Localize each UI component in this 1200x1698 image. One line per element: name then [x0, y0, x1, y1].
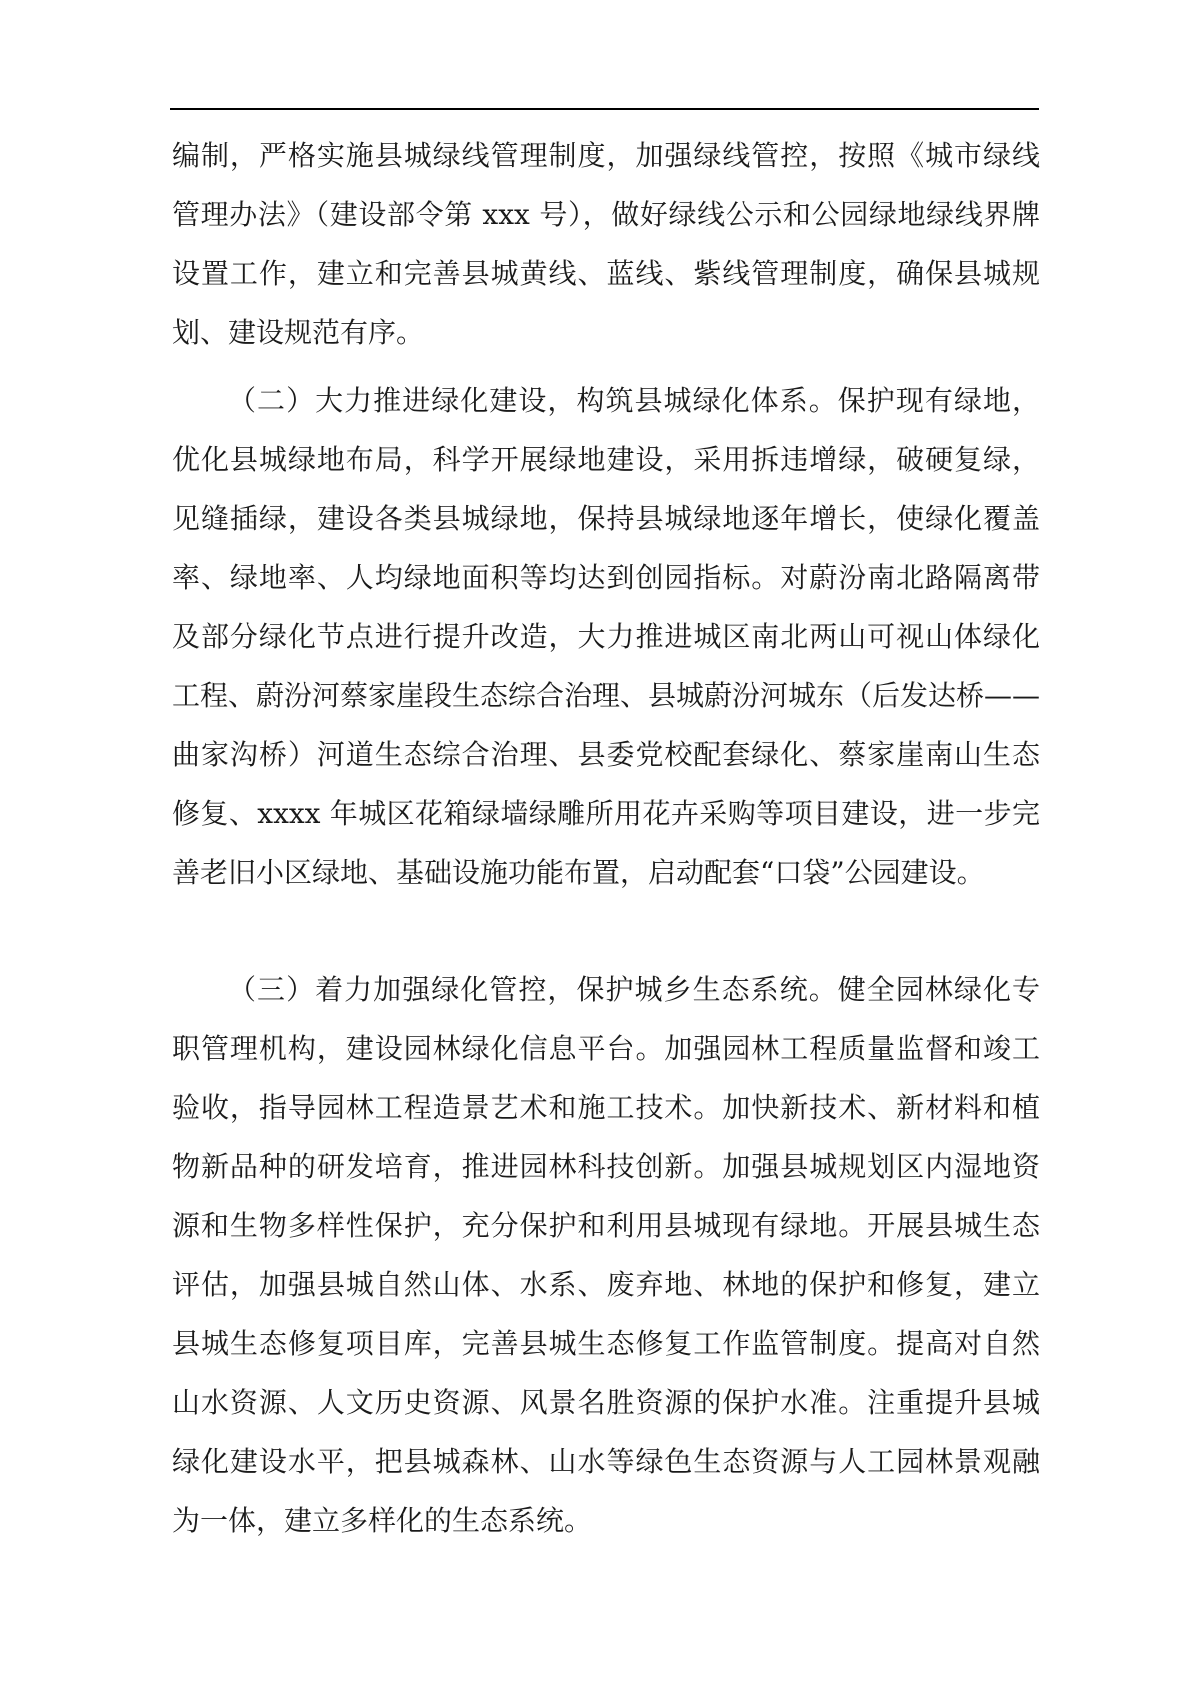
paragraph-line: 为一体，建立多样化的生态系统。: [172, 1504, 593, 1537]
paragraph-line: 验收，指导园林工程造景艺术和施工技术。加快新技术、新材料和植: [172, 1091, 1040, 1124]
paragraph-1: [172, 126, 1040, 362]
paragraph-line: 工程、蔚汾河蔡家崖段生态综合治理、县城蔚汾河城东（后发达桥——: [172, 679, 1040, 712]
header-rule: [170, 108, 1039, 110]
paragraph-line: 管理办法》（建设部令第 xxx 号），做好绿线公示和公园绿地绿线界牌: [172, 198, 1040, 231]
paragraph-line: 及部分绿化节点进行提升改造，大力推进城区南北两山可视山体绿化: [172, 620, 1040, 653]
paragraph-line: 优化县城绿地布局，科学开展绿地建设，采用拆违增绿，破硬复绿，: [172, 443, 1040, 476]
paragraph-line: 编制，严格实施县城绿线管理制度，加强绿线管控，按照《城市绿线: [172, 139, 1040, 172]
paragraph-line: 率、绿地率、人均绿地面积等均达到创园指标。对蔚汾南北路隔离带: [172, 561, 1040, 594]
paragraph-line: 曲家沟桥）河道生态综合治理、县委党校配套绿化、蔡家崖南山生态: [172, 738, 1040, 771]
paragraph-line: 源和生物多样性保护，充分保护和利用县城现有绿地。开展县城生态: [172, 1209, 1040, 1242]
paragraph-line: 绿化建设水平，把县城森林、山水等绿色生态资源与人工园林景观融: [172, 1445, 1040, 1478]
paragraph-line: 划、建设规范有序。: [172, 316, 425, 349]
paragraph-line: 善老旧小区绿地、基础设施功能布置，启动配套“口袋”公园建设。: [172, 856, 985, 889]
paragraph-line: 设置工作，建立和完善县城黄线、蓝线、紫线管理制度，确保县城规: [172, 257, 1040, 290]
paragraph-line: 物新品种的研发培育，推进园林科技创新。加强县城规划区内湿地资: [172, 1150, 1040, 1183]
paragraph-line: 评估，加强县城自然山体、水系、废弃地、林地的保护和修复，建立: [172, 1268, 1040, 1301]
paragraph-line: （三）着力加强绿化管控，保护城乡生态系统。健全园林绿化专: [228, 973, 1040, 1006]
paragraph-line: 职管理机构，建设园林绿化信息平台。加强园林工程质量监督和竣工: [172, 1032, 1040, 1065]
paragraph-line: 修复、xxxx 年城区花箱绿墙绿雕所用花卉采购等项目建设，进一步完: [172, 797, 1040, 830]
paragraph-line: （二）大力推进绿化建设，构筑县城绿化体系。保护现有绿地，: [228, 384, 1040, 417]
paragraph-3: [172, 960, 1040, 1550]
paragraph-line: 见缝插绿，建设各类县城绿地，保持县城绿地逐年增长，使绿化覆盖: [172, 502, 1040, 535]
paragraph-line: 县城生态修复项目库，完善县城生态修复工作监管制度。提高对自然: [172, 1327, 1040, 1360]
paragraph-line: 山水资源、人文历史资源、风景名胜资源的保护水准。注重提升县城: [172, 1386, 1040, 1419]
paragraph-2: [172, 371, 1040, 902]
